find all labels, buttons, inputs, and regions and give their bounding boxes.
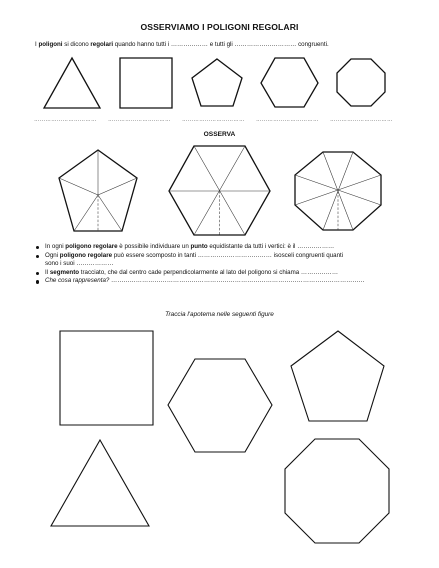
practice-octagon-figure xyxy=(285,439,389,543)
hexagon-figure xyxy=(261,58,318,107)
bullet-triangles: Ogni poligono regolare può essere scomposto in tanti ……………………………… isosceli congruenti quanti sono i suoi ……………… xyxy=(35,252,407,269)
instruction-text: Traccia l'apotema nelle seguenti figure xyxy=(165,311,274,318)
triangle-figure xyxy=(44,58,100,108)
bullet-center: In ogni poligono regolare è possibile individuare un punto equidistante da tutti i vertici: è il ……………… xyxy=(35,243,407,252)
observe-heading: OSSERVA xyxy=(203,131,236,138)
blank-square: …………………………… xyxy=(108,117,171,123)
bullet-question: Che cosa rappresenta? …………………………………………………………………………………………………………… xyxy=(35,277,407,286)
divided-octagon-figure xyxy=(295,152,381,230)
pentagon-figure xyxy=(192,59,242,106)
blank-triangle: …………………………… xyxy=(34,117,97,123)
practice-triangle-figure xyxy=(51,440,149,526)
octagon-figure xyxy=(337,59,385,106)
divided-hexagon-figure xyxy=(169,146,270,235)
practice-square-figure xyxy=(60,331,153,425)
blank-octagon: …………………………… xyxy=(330,117,393,123)
intro-sentence: I poligoni si dicono regolari quando hanno tutti i ……………… e tutti gli ………………………… congruenti. xyxy=(35,41,329,48)
square-figure xyxy=(120,58,172,108)
blank-pentagon: …………………………… xyxy=(182,117,245,123)
blank-hexagon: …………………………… xyxy=(256,117,319,123)
practice-hexagon-figure xyxy=(168,359,272,452)
page-title: OSSERVIAMO I POLIGONI REGOLARI xyxy=(140,22,299,32)
bullet-apothem: Il segmento tracciato, che dal centro cade perpendicolarmente al lato del poligono si chiama ……………… xyxy=(35,269,407,278)
divided-pentagon-figure xyxy=(59,150,137,231)
practice-pentagon-figure xyxy=(291,331,384,421)
